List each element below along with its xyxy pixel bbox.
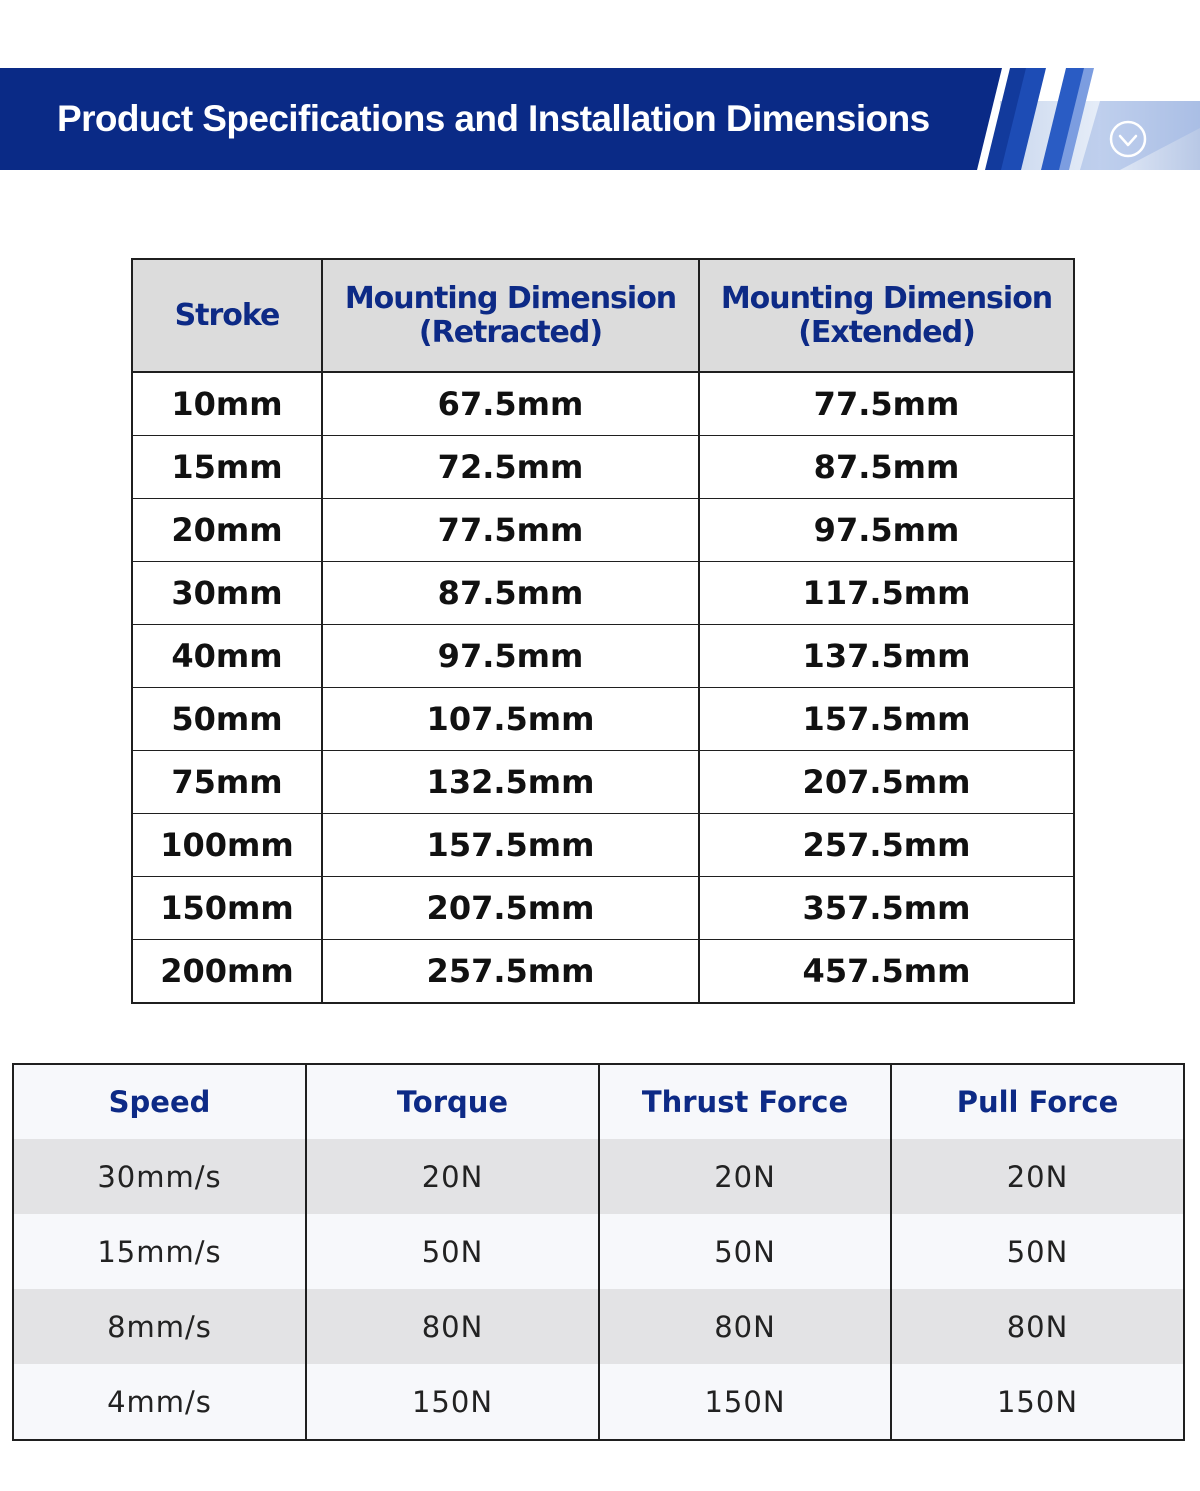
torque-cell: 50N [306, 1214, 599, 1289]
header-mounting-extended: Mounting Dimension (Extended) [699, 259, 1074, 372]
table-row [13, 1214, 1184, 1289]
torque-cell: 20N [306, 1139, 599, 1214]
extended-cell: 77.5mm [699, 372, 1074, 436]
mounting-dimensions-table [131, 258, 1075, 1004]
page-title: Product Specifications and Installation Dimensions [57, 98, 930, 139]
table-header-row [132, 259, 1074, 372]
extended-cell: 87.5mm [699, 436, 1074, 499]
stroke-cell: 20mm [132, 499, 322, 562]
thrust-force-cell: 150N [599, 1364, 891, 1440]
table-row [132, 940, 1074, 1004]
header-torque: Torque [306, 1064, 599, 1139]
retracted-cell: 72.5mm [322, 436, 699, 499]
pull-force-cell: 20N [891, 1139, 1184, 1214]
table-row [132, 688, 1074, 751]
torque-cell: 80N [306, 1289, 599, 1364]
speed-cell: 30mm/s [13, 1139, 306, 1214]
stroke-cell: 75mm [132, 751, 322, 814]
table-row [13, 1289, 1184, 1364]
header-pull-force: Pull Force [891, 1064, 1184, 1139]
torque-cell: 150N [306, 1364, 599, 1440]
table-row [132, 751, 1074, 814]
thrust-force-cell: 50N [599, 1214, 891, 1289]
thrust-force-cell: 80N [599, 1289, 891, 1364]
speed-cell: 8mm/s [13, 1289, 306, 1364]
extended-cell: 457.5mm [699, 940, 1074, 1004]
retracted-cell: 77.5mm [322, 499, 699, 562]
header-banner [0, 68, 1200, 170]
table-row [13, 1139, 1184, 1214]
table-header-row [13, 1064, 1184, 1139]
stroke-cell: 10mm [132, 372, 322, 436]
stroke-cell: 15mm [132, 436, 322, 499]
speed-cell: 4mm/s [13, 1364, 306, 1440]
stroke-cell: 30mm [132, 562, 322, 625]
stroke-cell: 200mm [132, 940, 322, 1004]
table-row [13, 1364, 1184, 1440]
stroke-cell: 40mm [132, 625, 322, 688]
thrust-force-cell: 20N [599, 1139, 891, 1214]
extended-cell: 357.5mm [699, 877, 1074, 940]
speed-cell: 15mm/s [13, 1214, 306, 1289]
extended-cell: 257.5mm [699, 814, 1074, 877]
header-thrust-force: Thrust Force [599, 1064, 891, 1139]
table-row [132, 436, 1074, 499]
retracted-cell: 87.5mm [322, 562, 699, 625]
retracted-cell: 67.5mm [322, 372, 699, 436]
table-row [132, 625, 1074, 688]
extended-cell: 117.5mm [699, 562, 1074, 625]
table-row [132, 372, 1074, 436]
table-row [132, 877, 1074, 940]
header-speed: Speed [13, 1064, 306, 1139]
table-row [132, 562, 1074, 625]
retracted-cell: 107.5mm [322, 688, 699, 751]
table-row [132, 499, 1074, 562]
extended-cell: 207.5mm [699, 751, 1074, 814]
extended-cell: 157.5mm [699, 688, 1074, 751]
stroke-cell: 50mm [132, 688, 322, 751]
stroke-cell: 150mm [132, 877, 322, 940]
extended-cell: 137.5mm [699, 625, 1074, 688]
pull-force-cell: 50N [891, 1214, 1184, 1289]
pull-force-cell: 150N [891, 1364, 1184, 1440]
chevron-down-circle-icon[interactable] [1108, 119, 1148, 159]
header-mounting-retracted: Mounting Dimension (Retracted) [322, 259, 699, 372]
retracted-cell: 97.5mm [322, 625, 699, 688]
pull-force-cell: 80N [891, 1289, 1184, 1364]
retracted-cell: 257.5mm [322, 940, 699, 1004]
extended-cell: 97.5mm [699, 499, 1074, 562]
header-stroke: Stroke [132, 259, 322, 372]
retracted-cell: 157.5mm [322, 814, 699, 877]
performance-table [12, 1063, 1185, 1441]
stroke-cell: 100mm [132, 814, 322, 877]
retracted-cell: 132.5mm [322, 751, 699, 814]
retracted-cell: 207.5mm [322, 877, 699, 940]
table-row [132, 814, 1074, 877]
